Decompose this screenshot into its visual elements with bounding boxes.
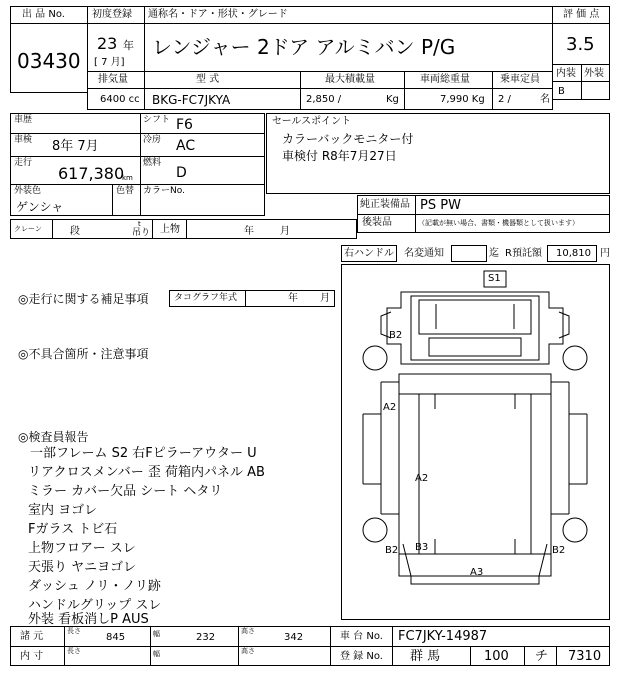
mark-b2-rear-left: B2 <box>385 545 399 556</box>
fuel-label: 燃料 <box>143 158 162 168</box>
capacity-label: 乗車定員 <box>500 74 540 85</box>
equipment-label: 純正装備品 <box>360 199 410 210</box>
inspector-line-2: リアクロスメンバー 歪 荷箱内パネル AB <box>28 465 265 480</box>
inspection-label: 車検 <box>14 135 33 145</box>
color-label: 外装色 <box>14 186 42 196</box>
crane-label: クレーン <box>14 225 42 233</box>
kyu-label: 迄 <box>489 248 499 259</box>
equipment-value: PS PW <box>420 198 461 213</box>
first-reg-year-unit: 年 <box>123 39 134 52</box>
car-name: レンジャー 2ドア アルミバン P/G <box>152 35 456 59</box>
name-label: 通称名・ドア・形状・グレード <box>148 9 288 20</box>
first-reg-year: 23 <box>97 34 118 53</box>
mark-b3: B3 <box>415 542 429 553</box>
displacement-value: 6400 cc <box>100 94 140 105</box>
registration-label: 登 録 No. <box>340 651 383 662</box>
model-label: 型 式 <box>196 74 220 85</box>
name-change-label: 名変通知 <box>404 248 444 259</box>
inner-height-label: 高さ <box>241 647 255 655</box>
crane-row <box>10 219 357 239</box>
interior-dims-label: 内 寸 <box>20 651 44 662</box>
length-label: 長さ <box>67 627 81 635</box>
driving-notes-label: ◎走行に関する補足事項 <box>18 292 149 306</box>
rhd-label: 右ハンドル <box>344 248 394 259</box>
inspector-line-3: ミラー カバー欠品 シート ヘタリ <box>28 484 223 499</box>
mark-b2-rear-right: B2 <box>552 545 566 556</box>
crane-stage: 段 <box>70 226 80 237</box>
mark-a3: A3 <box>470 567 484 578</box>
mark-a2-floor: A2 <box>415 473 429 484</box>
inspector-line-10: 外装 看板消しP AUS <box>28 612 149 627</box>
inspector-line-1: 一部フレーム S2 右Fピラーアウター U <box>30 446 257 461</box>
tachograph-label: タコグラフ年式 <box>174 293 238 303</box>
ac-value: AC <box>176 138 196 154</box>
load-label: 最大積載量 <box>325 74 375 85</box>
tax-unit: 円 <box>600 248 610 259</box>
height-label: 高さ <box>241 627 255 635</box>
fuel-value: D <box>176 165 187 181</box>
registration-class: 100 <box>484 649 509 664</box>
inspector-label: ◎検査員報告 <box>18 430 89 444</box>
inspector-line-7: 天張り ヤニヨゴレ <box>28 560 137 575</box>
inspector-line-5: Fガラス トビ石 <box>28 522 118 537</box>
interior-label: 内装 <box>556 68 576 79</box>
score-label: 評 価 点 <box>563 9 600 20</box>
sales-point-label: セールスポイント <box>272 116 352 127</box>
ac-label: 冷房 <box>143 135 162 145</box>
width-value: 232 <box>196 632 216 643</box>
first-reg-label: 初度登録 <box>92 9 132 20</box>
sales-point-line1: カラーバックモニター付 <box>282 132 414 146</box>
chassis-number: FC7JKY-14987 <box>398 629 488 644</box>
inspector-line-4: 室内 ヨゴレ <box>28 503 98 518</box>
color-change-label: 色替 <box>116 186 135 196</box>
color-value: ゲンシャ <box>16 200 64 214</box>
capacity-unit: 名 <box>540 94 550 105</box>
mileage-label: 走行 <box>14 158 33 168</box>
mark-a2-left-side: A2 <box>383 402 397 413</box>
inspector-line-9: ハンドルグリップ スレ <box>28 598 162 613</box>
registration-number: 7310 <box>568 649 602 664</box>
tax-label: R預託額 <box>505 248 542 259</box>
weight-value: 7,990 Kg <box>440 94 485 105</box>
dims-label: 諸 元 <box>20 631 44 642</box>
registration-area: 群 馬 <box>410 649 441 664</box>
inner-width-label: 幅 <box>153 650 160 658</box>
chassis-label: 車 台 No. <box>340 631 383 642</box>
inner-length-label: 長さ <box>67 647 81 655</box>
height-value: 342 <box>284 632 304 643</box>
inspector-line-6: 上物フロアー スレ <box>28 541 136 556</box>
interior-grade: B <box>558 86 565 97</box>
aftermarket-label: 後装品 <box>362 217 392 228</box>
defects-label: ◎不具合箇所・注意事項 <box>18 347 149 361</box>
tax-value: 10,810 <box>556 248 591 259</box>
shift-value: F6 <box>176 117 193 133</box>
score-value: 3.5 <box>566 34 595 55</box>
first-reg-month: [ 7 月] <box>94 57 125 68</box>
color-code-label: カラーNo. <box>143 186 185 196</box>
crane-t: t <box>138 220 141 228</box>
shift-label: シフト <box>143 115 171 125</box>
lot-number: 03430 <box>17 49 81 73</box>
aftermarket-note: （記載が無い場合、書類・機器類として扱います） <box>418 219 579 227</box>
mark-s1: S1 <box>488 273 501 284</box>
loading-year: 年 <box>244 226 254 237</box>
registration-kana: チ <box>535 649 549 664</box>
mileage-value: 617,380 <box>58 164 125 183</box>
loading-label: 上物 <box>160 224 180 235</box>
history-label: 車歴 <box>14 115 33 125</box>
length-value: 845 <box>106 632 126 643</box>
sales-point-line2: 車検付 R8年7月27日 <box>282 149 397 163</box>
model-value: BKG-FC7JKYA <box>152 93 231 107</box>
displacement-label: 排気量 <box>98 74 128 85</box>
spec-label-row <box>87 71 553 89</box>
tachograph-year: 年 <box>288 293 298 304</box>
loading-month: 月 <box>280 226 290 237</box>
mileage-unit: km <box>122 174 133 182</box>
capacity-value: 2 / <box>498 94 511 105</box>
load-unit: Kg <box>386 94 399 105</box>
weight-label: 車両総重量 <box>420 74 470 85</box>
width-label: 幅 <box>153 630 160 638</box>
name-change-box <box>451 245 487 262</box>
mark-b2-front-left: B2 <box>389 330 403 341</box>
inspector-line-8: ダッシュ ノリ・ノリ跡 <box>28 579 161 594</box>
crane-hang: 吊り <box>132 228 151 238</box>
lot-label: 出 品 No. <box>22 9 65 20</box>
exterior-label: 外装 <box>584 68 604 79</box>
tachograph-month: 月 <box>320 293 330 304</box>
inspection-value: 8年 7月 <box>52 139 99 154</box>
load-value: 2,850 / <box>306 94 342 105</box>
